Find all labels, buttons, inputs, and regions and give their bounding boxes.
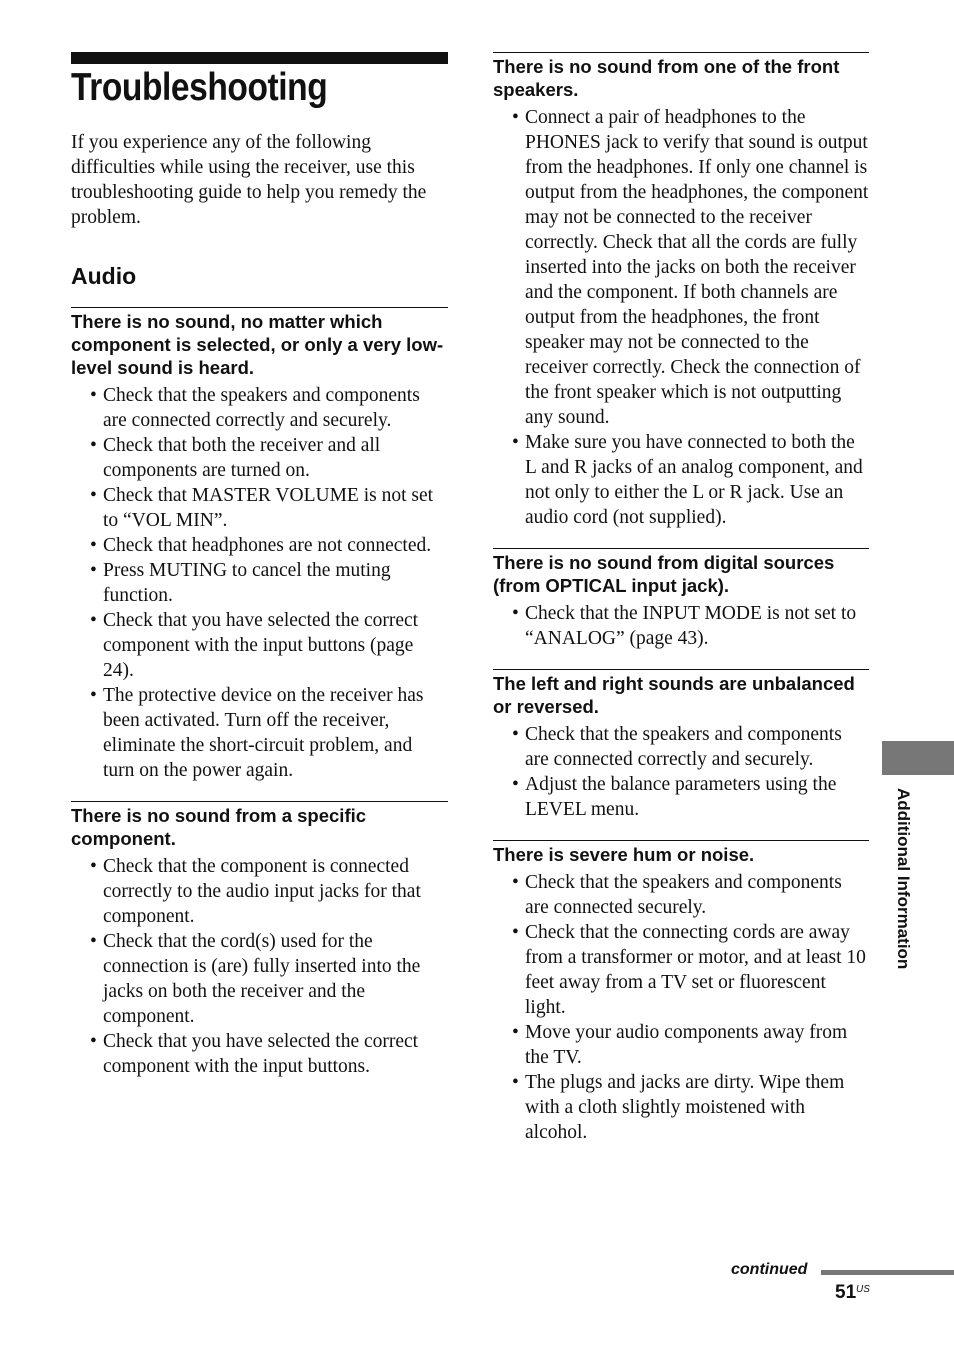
section-heading-audio: Audio [71, 263, 137, 289]
solution-item: • Check that you have selected the correct component with the input buttons (page 24). [71, 608, 448, 683]
side-tab-label: Additional Information [894, 788, 913, 970]
problem-no-sound-digital [493, 548, 869, 651]
section-tab-marker [882, 741, 954, 775]
problem-heading: There is severe hum or noise. [493, 844, 755, 865]
intro-paragraph: If you experience any of the following difficulties while using the receiver, use this troubleshooting guide to help you remedy the problem. [71, 132, 427, 228]
solution-item: • Check that the INPUT MODE is not set to “ANALOG” (page 43). [493, 601, 869, 651]
solution-item: • Check that MASTER VOLUME is not set to “VOL MIN”. [71, 483, 448, 533]
continued-label: continued [731, 1261, 808, 1278]
solution-list [71, 854, 448, 1079]
solution-item: • Check that the speakers and components are connected securely. [493, 870, 869, 920]
continued-rule [821, 1270, 954, 1275]
problem-heading: There is no sound from one of the front speakers. [493, 56, 840, 100]
solution-item: • Move your audio components away from the TV. [493, 1020, 869, 1070]
solution-item: • Check that the speakers and components are connected correctly and securely. [493, 722, 869, 772]
solution-item: • Check that both the receiver and all components are turned on. [71, 433, 448, 483]
solution-list [71, 383, 448, 783]
solution-item: • Check that the cord(s) used for the connection is (are) fully inserted into the jacks on both the receiver and the component. [71, 929, 448, 1029]
solution-item: • Press MUTING to cancel the muting function. [71, 558, 448, 608]
solution-item: • Check that the connecting cords are away from a transformer or motor, and at least 10 feet away from a TV set or fluorescent light. [493, 920, 869, 1020]
problem-unbalanced-sound [493, 669, 869, 822]
solution-item: • Check that headphones are not connected. [71, 533, 448, 558]
solution-list [493, 722, 869, 822]
solution-item: • Adjust the balance parameters using the LEVEL menu. [493, 772, 869, 822]
solution-item: • Connect a pair of headphones to the PHONES jack to verify that sound is output from the headphones. If only one channel is output from the headphones, the component may not be connected to the receiver correctly. Check that all the cords are fully inserted into the jacks on both the receiver and the component. If both channels are output from the headphones, the front speaker may not be connected to the receiver correctly. Check the connection of the front speaker which is not outputting any sound. [493, 105, 869, 430]
problem-heading: There is no sound, no matter which component is selected, or only a very low-level sound is heard. [71, 311, 444, 378]
solution-item: • The protective device on the receiver has been activated. Turn off the receiver, eliminate the short-circuit problem, and turn on the power again. [71, 683, 448, 783]
solution-item: • Check that the component is connected correctly to the audio input jacks for that component. [71, 854, 448, 929]
problem-heading: There is no sound from digital sources (from OPTICAL input jack). [493, 552, 835, 596]
problem-heading: There is no sound from a specific component. [71, 805, 367, 849]
title-rule [71, 52, 448, 64]
problem-heading: The left and right sounds are unbalanced or reversed. [493, 673, 855, 717]
solution-item: • The plugs and jacks are dirty. Wipe them with a cloth slightly moistened with alcohol. [493, 1070, 869, 1145]
solution-item: • Make sure you have connected to both the L and R jacks of an analog component, and not only to either the L or R jack. Use an audio cord (not supplied). [493, 430, 869, 530]
solution-list [493, 105, 869, 530]
page-title: Troubleshooting [71, 66, 328, 109]
page-number: 51 [835, 1282, 857, 1303]
solution-item: • Check that you have selected the correct component with the input buttons. [71, 1029, 448, 1079]
solution-item: • Check that the speakers and components are connected correctly and securely. [71, 383, 448, 433]
problem-no-sound-front-speaker [493, 52, 869, 530]
problem-no-sound-any-component [71, 307, 448, 783]
page-region-suffix: US [856, 1284, 870, 1295]
problem-hum-noise [493, 840, 869, 1145]
problem-no-sound-specific-component [71, 801, 448, 1079]
solution-list [493, 601, 869, 651]
solution-list [493, 870, 869, 1145]
